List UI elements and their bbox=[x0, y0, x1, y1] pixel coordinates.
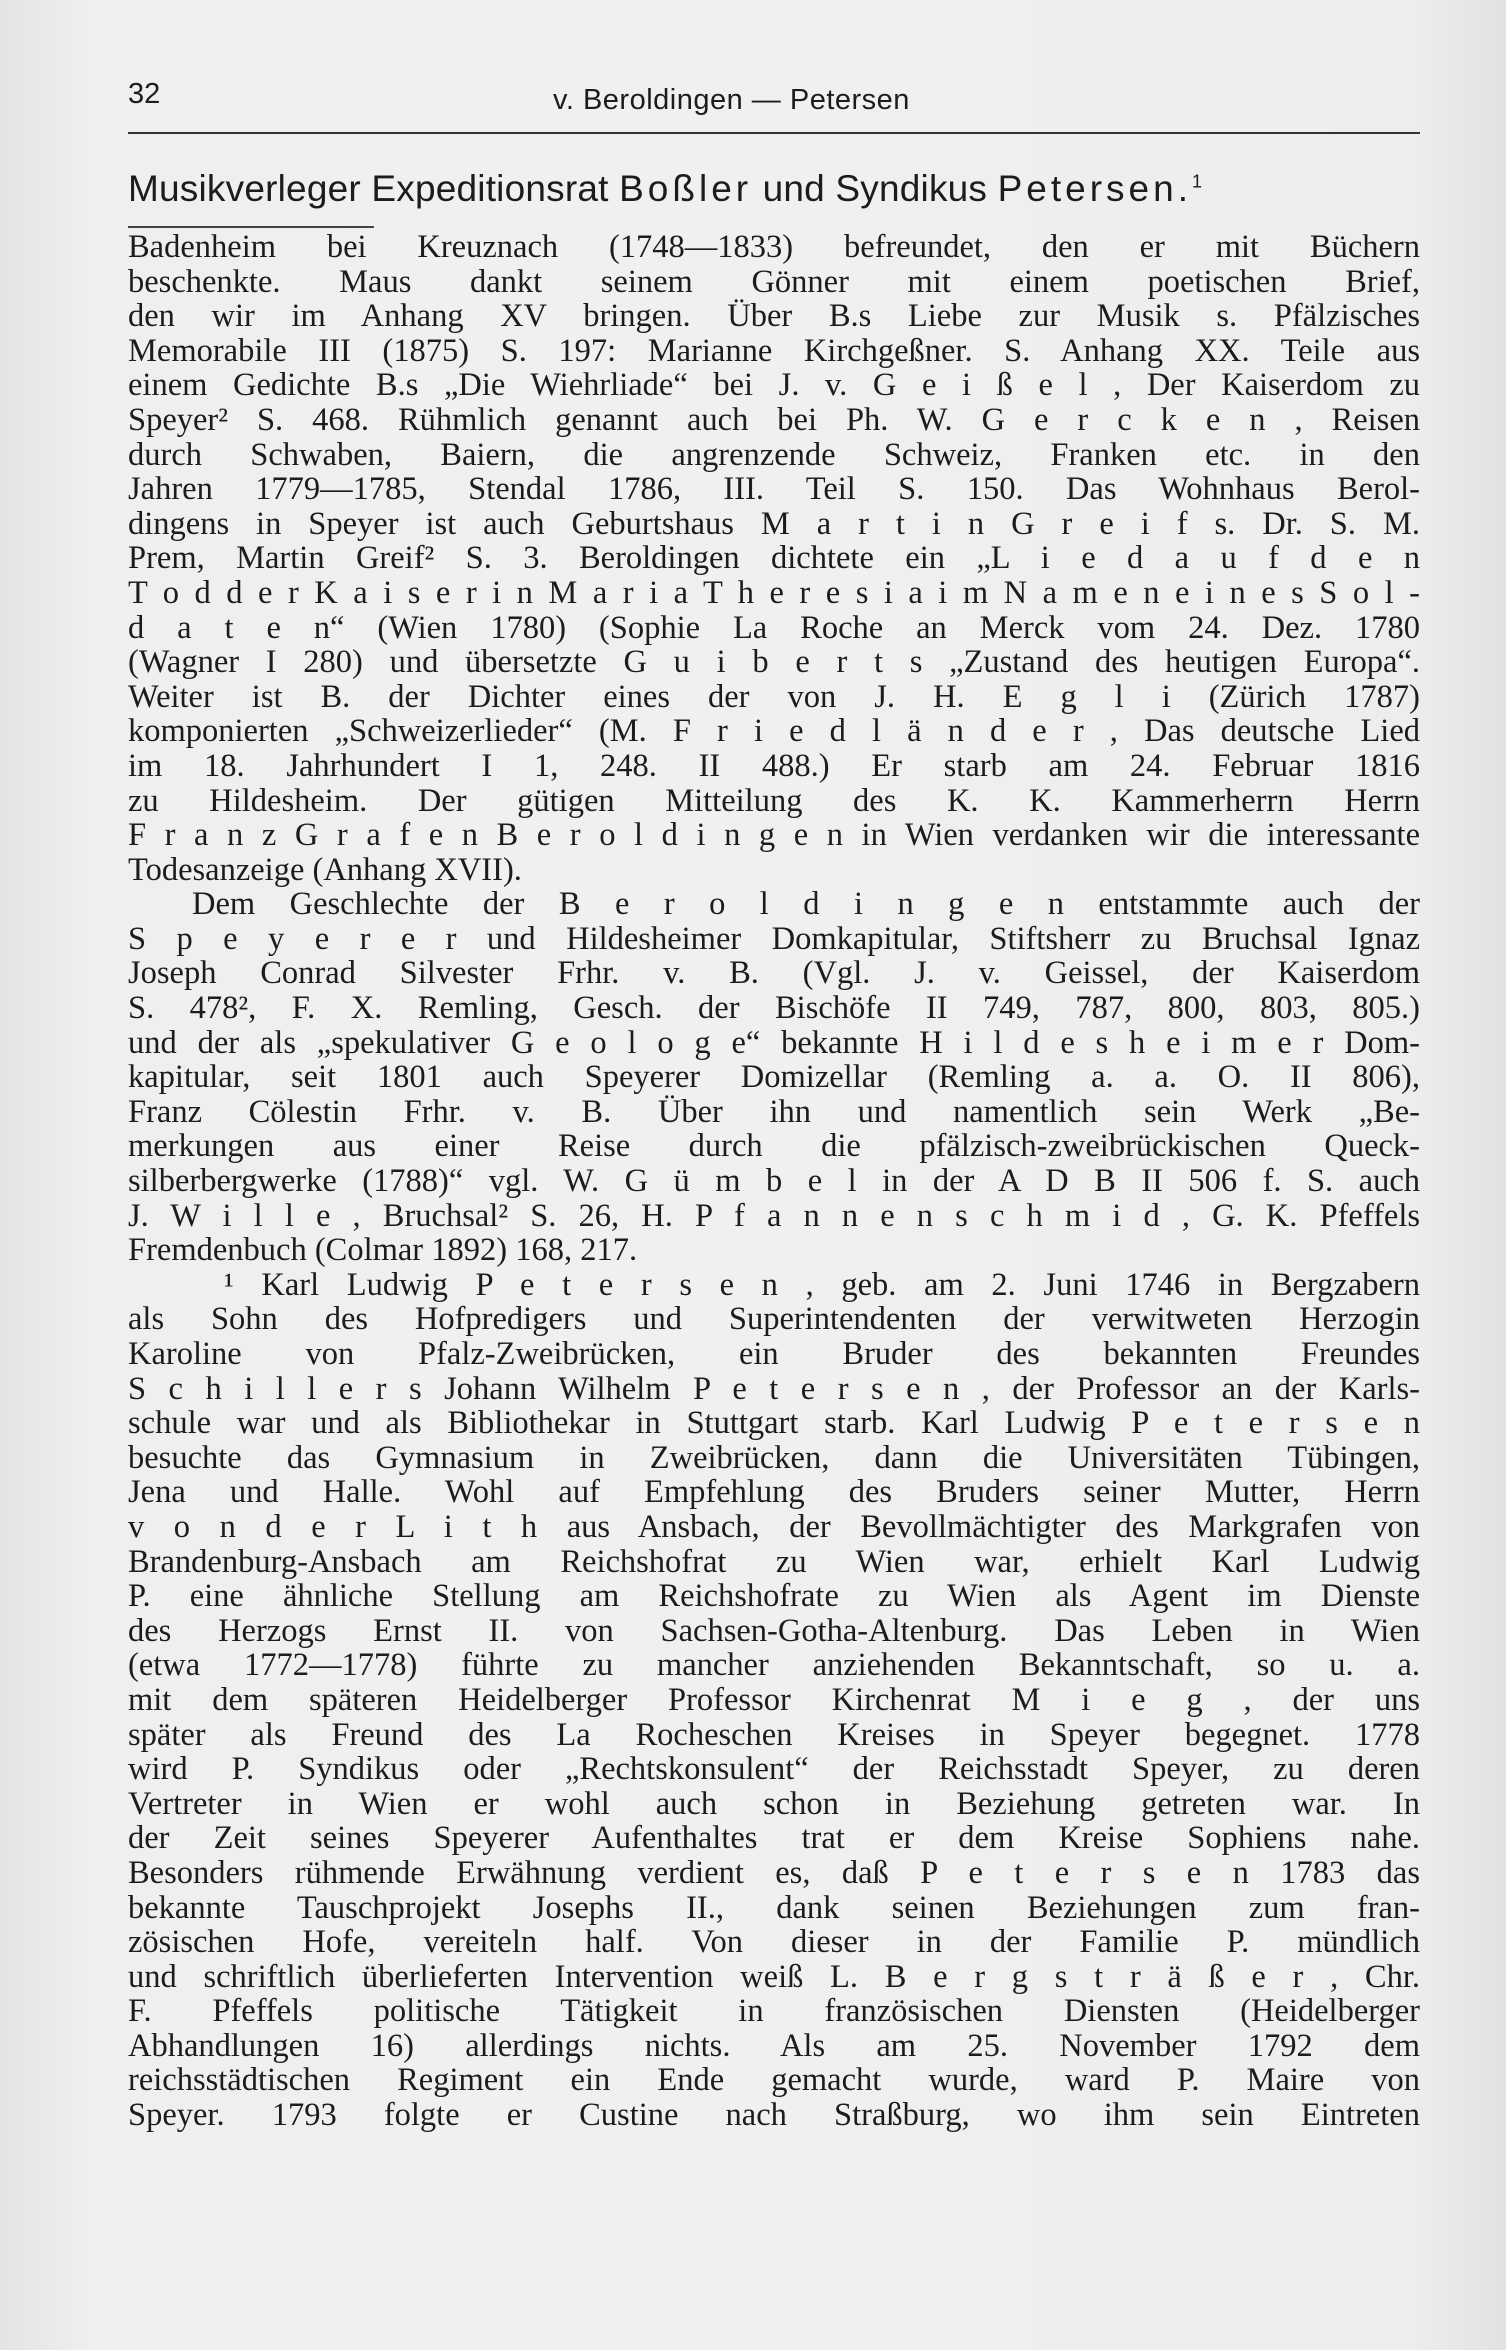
body-text bbox=[128, 230, 1420, 2133]
footnote-rule bbox=[128, 226, 374, 228]
text-line: zu Hildesheim. Der gütigen Mitteilung des K. K. Kammerherrn Herrn bbox=[128, 783, 1420, 819]
text-line: S. 478², F. X. Remling, Gesch. der Bischöfe II 749, 787, 800, 803, 805.) bbox=[128, 991, 1420, 1026]
footnote-line: (etwa 1772—1778) führte zu mancher anziehenden Bekanntschaft, so u. a. bbox=[128, 1648, 1420, 1683]
text-line: F r a n z G r a f e n B e r o l d i n g e n in Wien verdanken wir die interessante bbox=[128, 818, 1420, 853]
footnote-line: Jena und Halle. Wohl auf Empfehlung des Bruders seiner Mutter, Herrn bbox=[128, 1475, 1420, 1510]
footnote-line: F. Pfeffels politische Tätigkeit in französischen Diensten (Heidelberger bbox=[128, 1994, 1420, 2029]
footnote-line: Brandenburg-Ansbach am Reichshofrat zu Wien war, erhielt Karl Ludwig bbox=[128, 1544, 1420, 1580]
text-line: (Wagner I 280) und übersetzte G u i b e r t s „Zustand des heutigen Europa“. bbox=[128, 645, 1420, 680]
footnote-line: Abhandlungen 16) allerdings nichts. Als am 25. November 1792 dem bbox=[128, 2028, 1420, 2064]
footnote-line: v o n d e r L i t h aus Ansbach, der Bevollmächtigter des Markgrafen von bbox=[128, 1509, 1420, 1545]
section-title bbox=[128, 168, 1420, 222]
text-line: Franz Cölestin Frhr. v. B. Über ihn und namentlich sein Werk „Be- bbox=[128, 1094, 1420, 1130]
footnote-line: schule war und als Bibliothekar in Stuttgart starb. Karl Ludwig P e t e r s e n bbox=[128, 1406, 1420, 1441]
footnote-line: Speyer. 1793 folgte er Custine nach Straßburg, wo ihm sein Eintreten bbox=[128, 2098, 1420, 2133]
footnote-line: ¹ Karl Ludwig P e t e r s e n , geb. am 2. Juni 1746 in Bergzabern bbox=[224, 1267, 1420, 1303]
text-line: T o d d e r K a i s e r i n M a r i a T h e r e s i a i m N a m e n e i n e s S o l - bbox=[128, 575, 1420, 611]
footnote-line: mit dem späteren Heidelberger Professor Kirchenrat M i e g , der uns bbox=[128, 1682, 1420, 1718]
text-line: und der als „spekulativer G e o l o g e“ bekannte H i l d e s h e i m e r Dom- bbox=[128, 1025, 1420, 1061]
text-line: dingens in Speyer ist auch Geburtshaus M a r t i n G r e i f s. Dr. S. M. bbox=[128, 506, 1420, 542]
text-line: Todesanzeige (Anhang XVII). bbox=[128, 852, 522, 888]
text-line: Jahren 1779—1785, Stendal 1786, III. Teil S. 150. Das Wohnhaus Berol- bbox=[128, 472, 1420, 507]
text-line: Dem Geschlechte der B e r o l d i n g e n entstammte auch der bbox=[192, 887, 1420, 922]
title-name-bossler: Boßler bbox=[619, 168, 753, 209]
title-prefix: Musikverleger Expeditionsrat bbox=[128, 168, 620, 209]
text-line: Memorabile III (1875) S. 197: Marianne Kirchgeßner. S. Anhang XX. Teile aus bbox=[128, 333, 1420, 369]
footnote-line: Besonders rühmende Erwähnung verdient es, daß P e t e r s e n 1783 das bbox=[128, 1855, 1420, 1891]
text-line: d a t e n“ (Wien 1780) (Sophie La Roche an Merck vom 24. Dez. 1780 bbox=[128, 610, 1420, 646]
text-line: merkungen aus einer Reise durch die pfälzisch-zweibrückischen Queck- bbox=[128, 1129, 1420, 1165]
text-line: J. W i l l e , Bruchsal² S. 26, H. P f a n n e n s c h m i d , G. K. Pfeffels bbox=[128, 1198, 1420, 1234]
footnote-line: S c h i l l e r s Johann Wilhelm P e t e r s e n , der Professor an der Karls- bbox=[128, 1371, 1420, 1407]
title-footnote-mark: 1 bbox=[1192, 171, 1203, 192]
footnote-line: wird P. Syndikus oder „Rechtskonsulent“ der Reichsstadt Speyer, zu deren bbox=[128, 1752, 1420, 1787]
running-head bbox=[128, 70, 1420, 126]
page-number: 32 bbox=[128, 78, 161, 110]
text-line: Badenheim bei Kreuznach (1748—1833) befreundet, den er mit Büchern bbox=[128, 230, 1420, 265]
text-line: einem Gedichte B.s „Die Wiehrliade“ bei J. v. G e i ß e l , Der Kaiserdom zu bbox=[128, 368, 1420, 403]
text-line: Weiter ist B. der Dichter eines der von J. H. E g l i (Zürich 1787) bbox=[128, 679, 1420, 715]
title-name-petersen: Petersen. bbox=[997, 168, 1192, 209]
text-line: kapitular, seit 1801 auch Speyerer Domizellar (Remling a. a. O. II 806), bbox=[128, 1060, 1420, 1095]
footnote-line: des Herzogs Ernst II. von Sachsen-Gotha-Altenburg. Das Leben in Wien bbox=[128, 1613, 1420, 1649]
text-line: S p e y e r e r und Hildesheimer Domkapitular, Stiftsherr zu Bruchsal Ignaz bbox=[128, 921, 1420, 957]
text-line: im 18. Jahrhundert I 1, 248. II 488.) Er starb am 24. Februar 1816 bbox=[128, 748, 1420, 784]
text-line: silberbergwerke (1788)“ vgl. W. G ü m b e l in der A D B II 506 f. S. auch bbox=[128, 1164, 1420, 1199]
footnote-line: Vertreter in Wien er wohl auch schon in Beziehung getreten war. In bbox=[128, 1786, 1420, 1822]
footnote-line: als Sohn des Hofpredigers und Superintendenten der verwitweten Herzogin bbox=[128, 1302, 1420, 1337]
running-title: v. Beroldingen — Petersen bbox=[553, 84, 910, 116]
text-line: durch Schwaben, Baiern, die angrenzende Schweiz, Franken etc. in den bbox=[128, 437, 1420, 473]
footnote-line: reichsstädtischen Regiment ein Ende gemacht wurde, ward P. Maire von bbox=[128, 2063, 1420, 2099]
footnote-line: der Zeit seines Speyerer Aufenthaltes trat er dem Kreise Sophiens nahe. bbox=[128, 1821, 1420, 1856]
footnote-line: später als Freund des La Rocheschen Kreises in Speyer begegnet. 1778 bbox=[128, 1717, 1420, 1753]
text-line: Prem, Martin Greif² S. 3. Beroldingen dichtete ein „L i e d a u f d e n bbox=[128, 541, 1420, 576]
footnote-line: zösischen Hofe, vereiteln half. Von dieser in der Familie P. mündlich bbox=[128, 1925, 1420, 1960]
text-line: komponierten „Schweizerlieder“ (M. F r i e d l ä n d e r , Das deutsche Lied bbox=[128, 714, 1420, 749]
footnote-line: und schriftlich überlieferten Intervention weiß L. B e r g s t r ä ß e r , Chr. bbox=[128, 1959, 1420, 1995]
footnote-line: P. eine ähnliche Stellung am Reichshofrate zu Wien als Agent im Dienste bbox=[128, 1579, 1420, 1614]
text-line: Fremdenbuch (Colmar 1892) 168, 217. bbox=[128, 1233, 638, 1268]
text-line: Joseph Conrad Silvester Frhr. v. B. (Vgl. J. v. Geissel, der Kaiserdom bbox=[128, 956, 1420, 992]
text-line: Speyer² S. 468. Rühmlich genannt auch bei Ph. W. G e r c k e n , Reisen bbox=[128, 402, 1420, 438]
text-line: den wir im Anhang XV bringen. Über B.s Liebe zur Musik s. Pfälzisches bbox=[128, 299, 1420, 334]
footnote-line: besuchte das Gymnasium in Zweibrücken, dann die Universitäten Tübingen, bbox=[128, 1440, 1420, 1476]
header-rule bbox=[128, 132, 1420, 134]
text-line: beschenkte. Maus dankt seinem Gönner mit einem poetischen Brief, bbox=[128, 264, 1420, 300]
footnote-line: Karoline von Pfalz-Zweibrücken, ein Bruder des bekannten Freundes bbox=[128, 1337, 1420, 1372]
footnote-line: bekannte Tauschprojekt Josephs II., dank seinen Beziehungen zum fran- bbox=[128, 1890, 1420, 1926]
title-middle: und Syndikus bbox=[752, 168, 998, 209]
